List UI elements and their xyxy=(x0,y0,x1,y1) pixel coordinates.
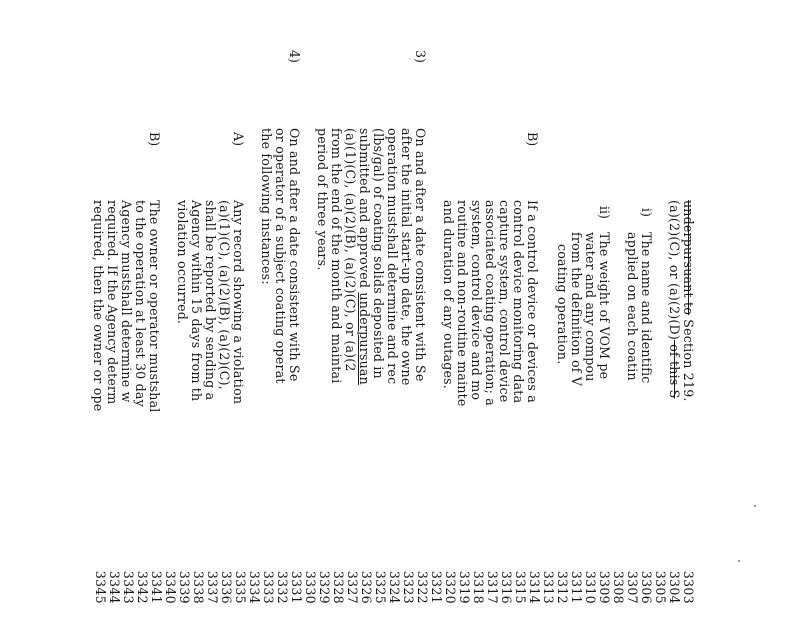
item-marker-A: A) xyxy=(231,132,246,147)
underlined-text: underpursuan xyxy=(357,292,372,385)
text-line-3303: underpursuant to Section 219. xyxy=(681,200,696,402)
line-number: 3320 xyxy=(443,570,458,604)
text-line-3329: period of three years. xyxy=(315,128,330,271)
line-number: 3331 xyxy=(289,570,304,604)
line-number: 3335 xyxy=(233,570,248,604)
strikethrough-text: underpursuant to xyxy=(681,200,696,316)
text-line-3328: from the end of the month and maintai xyxy=(329,128,344,384)
line-number: 3324 xyxy=(387,570,402,604)
scan-speck xyxy=(754,505,756,507)
line-number: 3321 xyxy=(429,570,444,604)
line-number: 3304 xyxy=(667,570,682,604)
text-line-3332: or operator of a subject coating operat xyxy=(273,128,288,384)
text-line-3310: water and any compou xyxy=(583,232,598,382)
line-number: 3338 xyxy=(191,570,206,604)
line-number: 3345 xyxy=(93,570,108,604)
text-line-3337: shall be reported by sending a xyxy=(203,200,218,401)
line-number: 3307 xyxy=(625,570,640,604)
line-number: 3316 xyxy=(499,570,514,604)
text-line-3335: Any record showing a violation xyxy=(231,200,246,405)
line-number: 3318 xyxy=(471,570,486,604)
text-line-3338: Agency within 15 days from th xyxy=(189,200,204,402)
text-line-3314: If a control device or devices a xyxy=(525,200,540,403)
text-line-3326: submitted and approved underpursuan xyxy=(357,128,372,385)
text-line-3315: control device monitoring data xyxy=(511,200,526,404)
text-line-3317: associated coating operation; a xyxy=(483,200,498,406)
line-number: 3314 xyxy=(527,570,542,604)
item-marker-ii: ii) xyxy=(597,206,612,219)
line-number: 3312 xyxy=(555,570,570,604)
line-number: 3334 xyxy=(247,570,262,604)
text-line-3341: The owner or operator mustshal xyxy=(147,200,162,413)
text-line-3320: and duration of any outages. xyxy=(441,200,456,389)
scan-speck xyxy=(738,560,740,562)
item-marker-i: i) xyxy=(639,208,654,217)
line-number: 3309 xyxy=(597,570,612,604)
text-line-3327: (a)(1)(C), (a)(2)(B), (a)(2)(C), or (a)(2 xyxy=(343,128,358,372)
line-number: 3326 xyxy=(359,570,374,604)
line-number: 3342 xyxy=(135,570,150,604)
line-number: 3308 xyxy=(611,570,626,604)
text-line-3318: system, control device and mo xyxy=(469,200,484,401)
text-line-3343: Agency mustshall determine w xyxy=(119,200,134,403)
line-number: 3339 xyxy=(177,570,192,604)
text-line-3323: after the initial start-up date, the owne xyxy=(399,128,414,386)
line-number: 3303 xyxy=(681,570,696,604)
line-number: 3340 xyxy=(163,570,178,604)
text-line-3311: from the definition of V xyxy=(569,232,584,387)
line-number: 3311 xyxy=(569,570,584,604)
text-line-3319: routine and non-routine mainte xyxy=(455,200,470,407)
line-number: 3328 xyxy=(331,570,346,604)
line-number: 3327 xyxy=(345,570,360,604)
item-marker-B: B) xyxy=(525,132,540,147)
line-number: 3329 xyxy=(317,570,332,604)
line-number: 3323 xyxy=(401,570,416,604)
text-line-3304: (a)(2)(C), or (a)(2)(D) of this S xyxy=(667,200,682,399)
item-marker-B-2: B) xyxy=(147,132,162,147)
text-line-3325: (lbs/gal) of coating solids deposited in xyxy=(371,128,386,379)
line-number: 3313 xyxy=(541,570,556,604)
text-line-3322: On and after a date consistent with Se xyxy=(413,128,428,382)
line-number: 3330 xyxy=(303,570,318,604)
line-number: 3306 xyxy=(639,570,654,604)
line-number: 3310 xyxy=(583,570,598,604)
text-line-3309: The weight of VOM pe xyxy=(597,232,612,380)
text-line-3344: required. If the Agency determ xyxy=(105,200,120,405)
line-number: 3336 xyxy=(219,570,234,604)
text-line-3331: On and after a date consistent with Se xyxy=(287,128,302,382)
line-number: 3317 xyxy=(485,570,500,604)
text-line-3339: violation occurred. xyxy=(175,200,190,325)
line-number: 3322 xyxy=(415,570,430,604)
line-number: 3337 xyxy=(205,570,220,604)
text-line-3312: coating operation. xyxy=(555,244,570,365)
text-line-3345: required, then the owner or ope xyxy=(91,200,106,412)
text-line-3306: The name and identific xyxy=(639,232,654,384)
line-number: 3325 xyxy=(373,570,388,604)
text-line-3342: to the operation at least 30 day xyxy=(133,200,148,407)
line-number: 3333 xyxy=(261,570,276,604)
text-line-3307: applied on each coatin xyxy=(625,232,640,381)
line-number: 3305 xyxy=(653,570,668,604)
line-number: 3343 xyxy=(121,570,136,604)
text-line-3333: the following instances: xyxy=(259,128,274,285)
text-line-3336: (a)(1)(C), (a)(2)(B), (a)(2)(C), xyxy=(217,200,232,390)
line-number: 3344 xyxy=(107,570,122,604)
line-number: 3315 xyxy=(513,570,528,604)
item-marker-3: 3) xyxy=(413,50,428,63)
line-number: 3319 xyxy=(457,570,472,604)
item-marker-4: 4) xyxy=(287,50,302,63)
strikethrough-text: of this S xyxy=(667,339,682,399)
text-line-3316: capture system, control device xyxy=(497,200,512,403)
line-number: 3341 xyxy=(149,570,164,604)
line-number-column xyxy=(0,552,800,604)
line-number: 3332 xyxy=(275,570,290,604)
text-line-3324: operation mustshall determine and rec xyxy=(385,128,400,385)
